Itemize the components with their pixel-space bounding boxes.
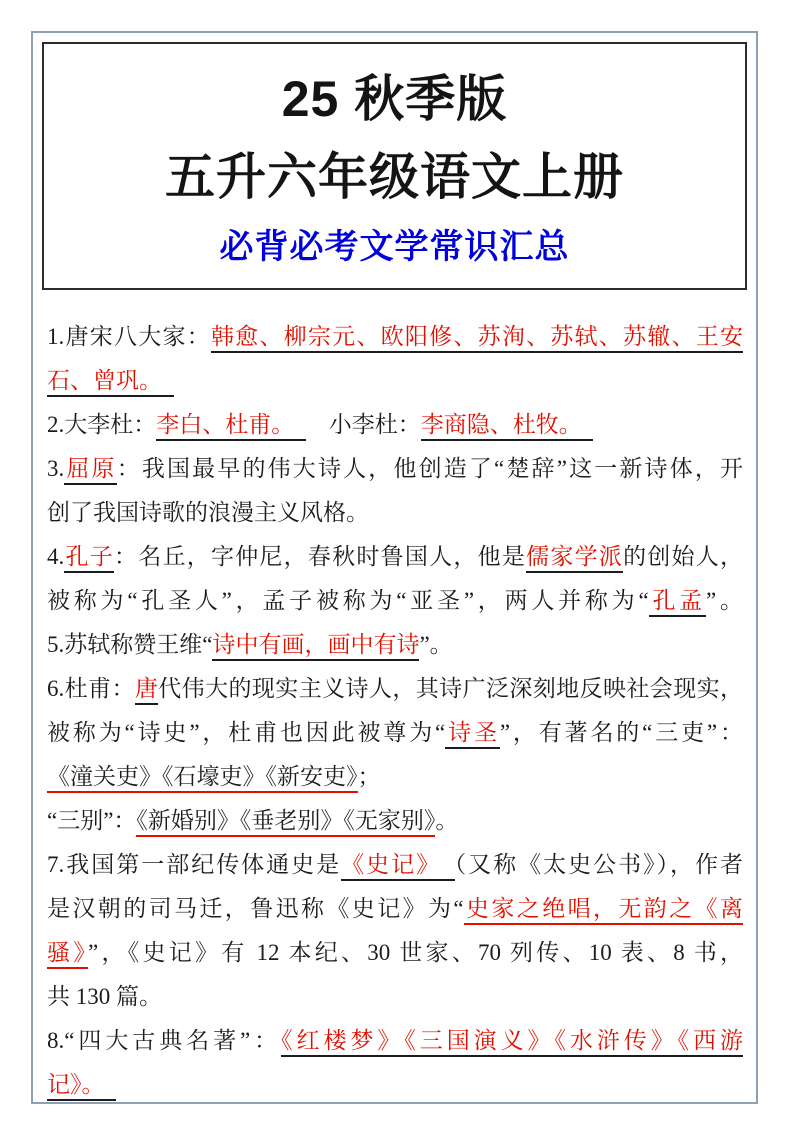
text-segment: 李商隐、杜牧。 xyxy=(421,412,594,441)
text-segment: 7.我国第一部纪传体通史是 xyxy=(47,852,342,877)
text-segment: 是汉朝的司马迁，鲁迅称《史记》为“ xyxy=(47,896,464,921)
text-segment: ：名丘，字仲尼，春秋时鲁国人，他是 xyxy=(113,544,527,569)
text-line xyxy=(47,975,743,1019)
text-line xyxy=(47,623,743,667)
text-segment: 《新婚别》《垂老别》《无家别》 xyxy=(136,808,435,837)
text-line xyxy=(47,711,743,755)
text-line xyxy=(47,1019,743,1063)
text-line xyxy=(47,755,743,799)
text-line xyxy=(47,667,743,711)
text-line xyxy=(47,1063,743,1107)
text-segment: 2.大李杜： xyxy=(47,412,157,437)
text-segment: 被称为“孔圣人”，孟子被称为“亚圣”，两人并称为“ xyxy=(47,588,649,613)
content-area xyxy=(33,290,756,1107)
text-line xyxy=(47,931,743,975)
text-segment: 代伟大的现实主义诗人，其诗广泛深刻地反映社会现实， xyxy=(158,676,744,701)
text-segment: 的创始人， xyxy=(623,544,744,569)
text-segment: （又称《太史公书》），作者 xyxy=(454,852,744,877)
text-segment: 被称为“诗史”，杜甫也因此被尊为“ xyxy=(47,720,446,745)
text-segment: 《潼关吏》《石壕吏》《新安吏》 xyxy=(47,764,358,793)
text-line xyxy=(47,315,743,359)
text-segment: 屈原 xyxy=(64,456,116,485)
text-segment: ； xyxy=(357,764,381,789)
text-segment: “三别”： xyxy=(47,808,137,833)
text-segment: 5.苏轼称赞王维“ xyxy=(47,632,213,657)
text-segment: 骚》 xyxy=(47,940,88,969)
text-segment: 记》。 xyxy=(47,1072,116,1101)
text-segment: ”。 xyxy=(419,632,453,657)
text-segment: 诗圣 xyxy=(445,720,500,749)
text-line xyxy=(47,491,743,535)
text-segment: 诗中有画，画中有诗 xyxy=(212,632,419,661)
text-line xyxy=(47,447,743,491)
text-segment: 史家之绝唱，无韵之《离 xyxy=(464,896,743,925)
text-segment: 韩愈、柳宗元、欧阳修、苏洵、苏轼、苏辙、王安 xyxy=(211,324,743,353)
text-segment: 共 130 篇。 xyxy=(47,984,162,1009)
text-segment: 唐 xyxy=(135,676,158,705)
text-segment: 儒家学派 xyxy=(526,544,623,573)
text-segment: 孔子 xyxy=(64,544,114,573)
text-segment: ”，《史记》有 12 本纪、30 世家、70 列传、10 表、8 书， xyxy=(88,940,744,965)
text-segment: 。 xyxy=(435,808,459,833)
text-segment: ”，有著名的“三吏”： xyxy=(499,720,743,745)
text-segment: 李白、杜甫。 xyxy=(156,412,306,441)
text-line xyxy=(47,887,743,931)
text-line xyxy=(47,359,743,403)
title-line-2: 五升六年级语文上册 xyxy=(165,149,624,205)
text-segment: 孔孟 xyxy=(649,588,706,617)
text-segment: 《史记》 xyxy=(341,852,454,881)
text-segment: 小李杜： xyxy=(305,412,421,437)
subtitle: 必背必考文学常识汇总 xyxy=(219,229,570,266)
text-line xyxy=(47,799,743,843)
text-line xyxy=(47,843,743,887)
text-segment: 4. xyxy=(47,544,65,569)
text-segment: 创了我国诗歌的浪漫主义风格。 xyxy=(47,500,369,525)
text-segment: 3. xyxy=(47,456,65,481)
text-line xyxy=(47,535,743,579)
title-line-1: 25 秋季版 xyxy=(281,71,508,127)
text-segment: 石、曾巩。 xyxy=(47,368,174,397)
text-segment: 1.唐宋八大家： xyxy=(47,324,211,349)
page-frame xyxy=(31,31,758,1104)
text-segment: ”。 xyxy=(706,588,744,613)
text-segment: 8.“四大古典名著”： xyxy=(47,1028,282,1053)
text-segment: 6.杜甫： xyxy=(47,676,135,701)
text-segment: 《红楼梦》《三国演义》《水浒传》《西游 xyxy=(281,1028,743,1057)
text-segment: ：我国最早的伟大诗人，他创造了“楚辞”这一新诗体，开 xyxy=(116,456,744,481)
text-line xyxy=(47,403,743,447)
text-line xyxy=(47,579,743,623)
header-box xyxy=(42,42,747,290)
